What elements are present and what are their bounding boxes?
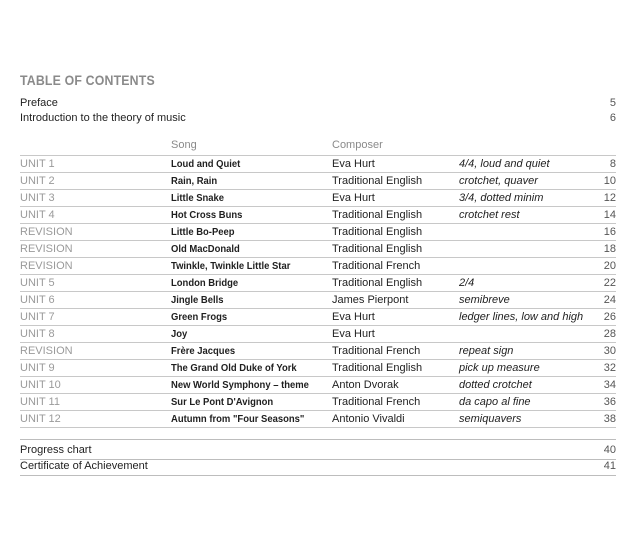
topic-text: 2/4 [459, 277, 475, 289]
composer-name: Traditional English [332, 243, 423, 255]
composer-name: Traditional French [332, 396, 421, 408]
composer-name: Traditional French [332, 260, 421, 272]
topic-text: 3/4, dotted minim [459, 192, 544, 204]
unit-label: UNIT 8 [20, 328, 55, 340]
unit-label: UNIT 9 [20, 362, 55, 374]
composer-name: Eva Hurt [332, 328, 375, 340]
unit-label: UNIT 1 [20, 158, 55, 170]
unit-label: REVISION [20, 226, 73, 238]
song-title: London Bridge [171, 277, 239, 289]
table-row[interactable] [20, 359, 616, 376]
toc-entry-preface[interactable] [20, 96, 616, 111]
page-number: 36 [603, 396, 616, 408]
song-title: Little Snake [171, 192, 225, 204]
entry-page-number: 41 [603, 460, 616, 472]
page-number: 28 [603, 328, 616, 340]
page-number: 22 [603, 277, 616, 289]
toc-title: TABLE OF CONTENTS [20, 72, 155, 88]
topic-text: repeat sign [459, 345, 514, 357]
unit-label: UNIT 10 [20, 379, 61, 391]
table-row[interactable] [20, 308, 616, 325]
song-title: Green Frogs [171, 311, 228, 323]
toc-entry-progress-chart[interactable] [20, 443, 616, 460]
divider [20, 439, 616, 440]
topic-text: crotchet, quaver [459, 175, 538, 187]
page-number: 20 [603, 260, 616, 272]
song-title: Frère Jacques [171, 345, 236, 357]
table-row[interactable] [20, 342, 616, 359]
page-number: 14 [603, 209, 616, 221]
composer-name: Anton Dvorak [332, 379, 399, 391]
page-number: 26 [603, 311, 616, 323]
song-title: Loud and Quiet [171, 158, 241, 170]
unit-label: UNIT 2 [20, 175, 55, 187]
page-number: 32 [603, 362, 616, 374]
table-row[interactable] [20, 240, 616, 257]
composer-name: Antonio Vivaldi [332, 413, 405, 425]
song-title: Sur Le Pont D'Avignon [171, 396, 274, 408]
table-row[interactable] [20, 257, 616, 274]
song-title: Jingle Bells [171, 294, 224, 306]
table-row[interactable] [20, 206, 616, 223]
song-title: Twinkle, Twinkle Little Star [171, 260, 291, 272]
song-title: Joy [171, 328, 188, 340]
composer-name: Eva Hurt [332, 192, 375, 204]
unit-label: UNIT 5 [20, 277, 55, 289]
table-row[interactable] [20, 376, 616, 393]
song-title: New World Symphony – theme [171, 379, 309, 391]
contents-table [20, 155, 616, 428]
entry-page-number: 5 [609, 97, 616, 109]
page-number: 30 [603, 345, 616, 357]
entry-page-number: 6 [609, 112, 616, 124]
unit-label: UNIT 12 [20, 413, 61, 425]
table-row[interactable] [20, 410, 616, 428]
table-row[interactable] [20, 189, 616, 206]
topic-text: crotchet rest [459, 209, 520, 221]
unit-label: UNIT 6 [20, 294, 55, 306]
composer-name: Traditional English [332, 175, 423, 187]
unit-label: REVISION [20, 243, 73, 255]
page-number: 8 [609, 158, 616, 170]
topic-text: semibreve [459, 294, 510, 306]
table-row[interactable] [20, 274, 616, 291]
topic-text: semiquavers [459, 413, 522, 425]
song-title: The Grand Old Duke of York [171, 362, 297, 374]
entry-label: Preface [20, 97, 58, 109]
composer-name: Traditional English [332, 226, 423, 238]
topic-text: 4/4, loud and quiet [459, 158, 550, 170]
table-row[interactable] [20, 291, 616, 308]
composer-name: Eva Hurt [332, 311, 375, 323]
entry-label: Introduction to the theory of music [20, 112, 186, 124]
unit-label: UNIT 7 [20, 311, 55, 323]
song-title: Little Bo-Peep [171, 226, 235, 238]
entry-label: Certificate of Achievement [20, 460, 148, 472]
composer-name: Eva Hurt [332, 158, 375, 170]
topic-text: dotted crotchet [459, 379, 532, 391]
unit-label: UNIT 11 [20, 396, 60, 408]
table-row[interactable] [20, 393, 616, 410]
topic-text: ledger lines, low and high [459, 311, 584, 323]
table-row[interactable] [20, 155, 616, 172]
page-number: 18 [603, 243, 616, 255]
table-row[interactable] [20, 325, 616, 342]
unit-label: REVISION [20, 345, 73, 357]
table-row[interactable] [20, 223, 616, 240]
composer-name: Traditional English [332, 277, 423, 289]
page-number: 34 [603, 379, 616, 391]
unit-label: UNIT 3 [20, 192, 55, 204]
topic-text: pick up measure [459, 362, 540, 374]
entry-page-number: 40 [603, 444, 616, 456]
song-title: Hot Cross Buns [171, 209, 243, 221]
unit-label: REVISION [20, 260, 73, 272]
table-row[interactable] [20, 172, 616, 189]
composer-name: James Pierpont [332, 294, 409, 306]
composer-name: Traditional English [332, 209, 423, 221]
toc-entry-certificate[interactable] [20, 459, 616, 476]
song-title: Rain, Rain [171, 175, 218, 187]
page-number: 24 [603, 294, 616, 306]
page-number: 16 [603, 226, 616, 238]
song-title: Old MacDonald [171, 243, 240, 255]
toc-entry-introduction[interactable] [20, 111, 616, 126]
page-number: 10 [603, 175, 616, 187]
song-title: Autumn from "Four Seasons" [171, 413, 305, 425]
column-header-song: Song [171, 139, 197, 151]
entry-label: Progress chart [20, 444, 92, 456]
composer-name: Traditional French [332, 345, 421, 357]
column-header-composer: Composer [332, 139, 383, 151]
unit-label: UNIT 4 [20, 209, 55, 221]
page-number: 12 [603, 192, 616, 204]
topic-text: da capo al fine [459, 396, 531, 408]
page-number: 38 [603, 413, 616, 425]
composer-name: Traditional English [332, 362, 423, 374]
